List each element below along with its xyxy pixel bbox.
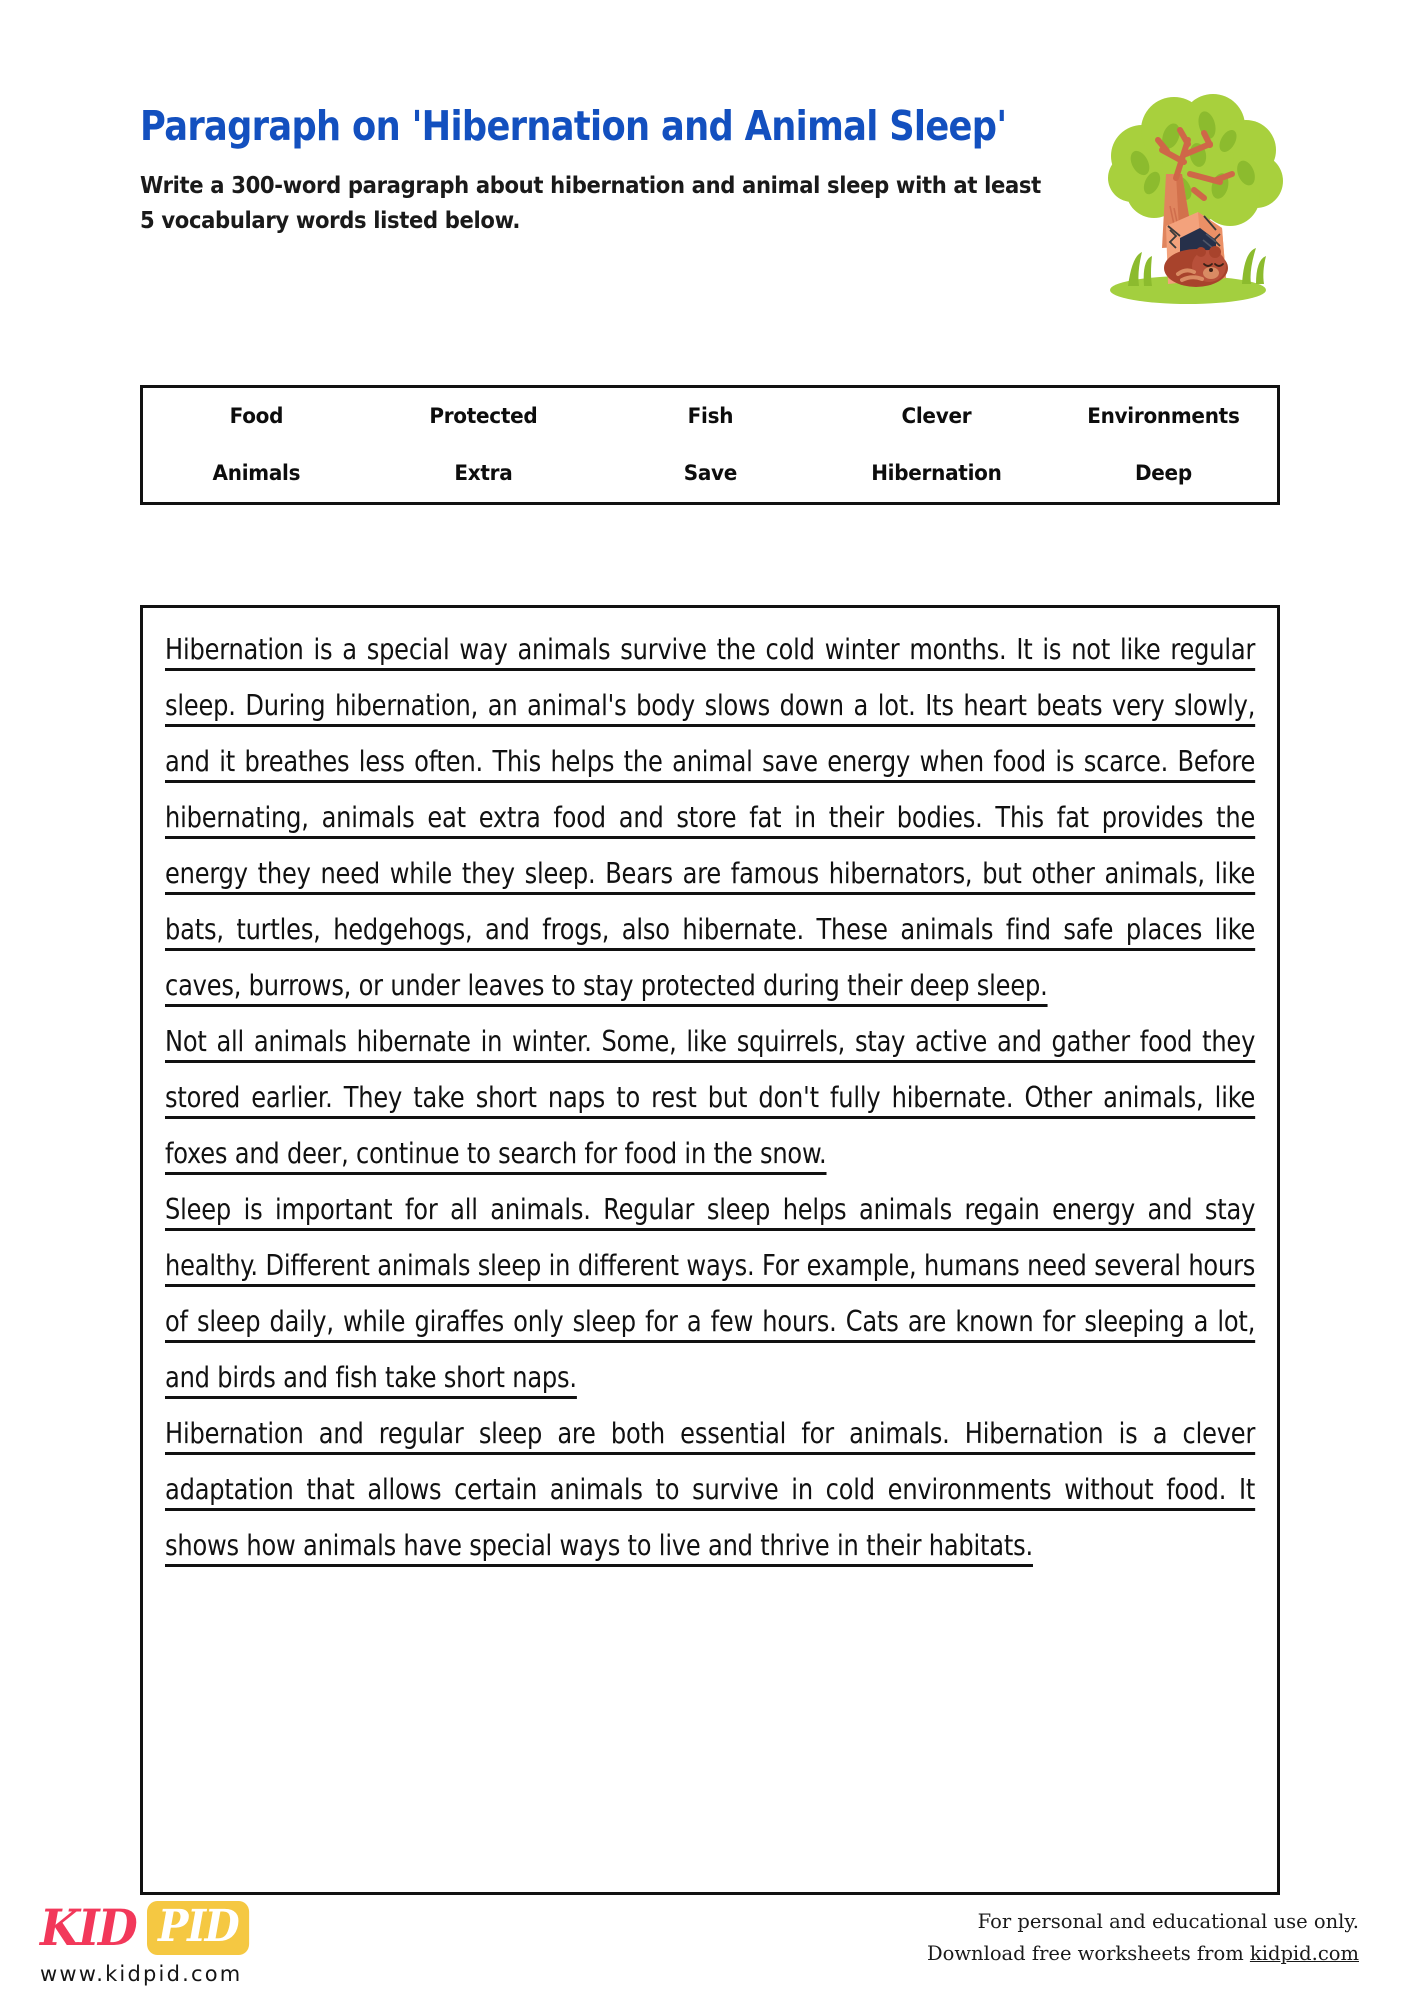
- tree-with-hibernating-bear-den-icon: [1070, 78, 1300, 308]
- kidpid-logo[interactable]: [40, 1900, 259, 1986]
- footer-kidpid-link[interactable]: kidpid.com: [1249, 1941, 1359, 1965]
- vocabulary-word: Save: [683, 461, 737, 486]
- footer-usage-notes: [927, 1906, 1359, 1969]
- logo-kid-text: KID: [40, 1898, 136, 1957]
- answer-paragraph: Not all animals hibernate in winter. Some, like squirrels, stay active and gather food they stored earlier. They take short naps to rest but don't fully hibernate. Other animals, like foxes and deer, continue to search for food in the snow.: [165, 1025, 1256, 1170]
- vocabulary-row-2: [143, 445, 1277, 502]
- footer-note-prefix: Download free worksheets from: [926, 1941, 1250, 1965]
- answer-paragraph: Sleep is important for all animals. Regular sleep helps animals regain energy and stay healthy. Different animals sleep in different ways. For example, humans need several hours of sleep daily, while giraffes only sleep for a few hours. Cats are known for sleeping a lot, and birds and fish take short naps.: [165, 1193, 1256, 1394]
- page-title: Paragraph on 'Hibernation and Animal Sleep': [140, 102, 1007, 150]
- vocabulary-word: Environments: [1087, 404, 1240, 429]
- vocabulary-word: Protected: [429, 404, 538, 429]
- vocabulary-word: Hibernation: [871, 461, 1002, 486]
- vocabulary-word: Clever: [901, 404, 972, 429]
- logo-website-url: www.kidpid.com: [40, 1962, 243, 1986]
- vocabulary-word: Extra: [454, 461, 513, 486]
- answer-paragraph-box[interactable]: [140, 605, 1280, 1895]
- vocabulary-word: Animals: [212, 461, 301, 486]
- vocabulary-word: Deep: [1135, 461, 1193, 486]
- worksheet-instructions: Write a 300-word paragraph about hibernation and animal sleep with at least 5 vocabulary words listed below.: [140, 171, 1041, 234]
- title-block: [140, 100, 1060, 237]
- vocabulary-word-bank: [140, 385, 1280, 505]
- kidpid-logo-mark: [40, 1900, 259, 1956]
- vocabulary-word: Fish: [687, 404, 733, 429]
- footer-note-line-2: [927, 1938, 1359, 1970]
- answer-paragraph: Hibernation is a special way animals survive the cold winter months. It is not like regular sleep. During hibernation, an animal's body slows down a lot. Its heart beats very slowly, and it breathes less often. This helps the animal save energy when food is scarce. Before hibernating, animals eat extra food and store fat in their bodies. This fat provides the energy they need while they sleep. Bears are famous hibernators, but other animals, like bats, turtles, hedgehogs, and frogs, also hibernate. These animals find safe places like caves, burrows, or under leaves to stay protected during their deep sleep.: [165, 633, 1256, 1002]
- vocabulary-word: Food: [229, 404, 284, 429]
- page-footer: [0, 1900, 1414, 2000]
- worksheet-header: [140, 100, 1280, 330]
- logo-pid-text: PID: [147, 1901, 249, 1956]
- footer-note-line-1: For personal and educational use only.: [977, 1910, 1359, 1933]
- answer-paragraph: Hibernation and regular sleep are both essential for animals. Hibernation is a clever adaptation that allows certain animals to survive in cold environments without food. It shows how animals have special ways to live and thrive in their habitats.: [165, 1417, 1256, 1562]
- vocabulary-row-1: [143, 388, 1277, 445]
